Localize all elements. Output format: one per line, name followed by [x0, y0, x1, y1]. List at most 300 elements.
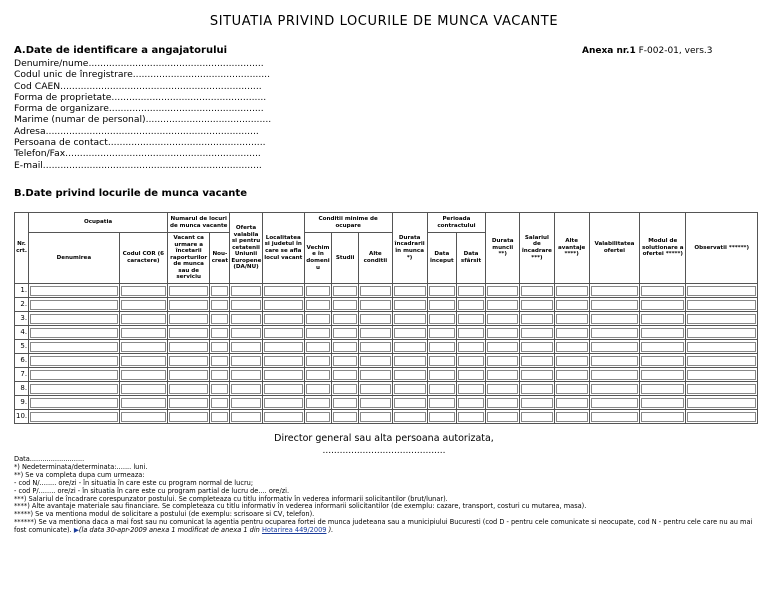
input-box[interactable]	[429, 300, 455, 310]
input-box[interactable]	[687, 342, 756, 352]
input-box[interactable]	[556, 384, 588, 394]
input-box[interactable]	[306, 342, 330, 352]
input-box[interactable]	[394, 342, 426, 352]
table-cell	[486, 326, 520, 340]
input-box[interactable]	[264, 342, 303, 352]
anexa-label: Anexa nr.1	[582, 46, 636, 56]
input-box[interactable]	[556, 328, 588, 338]
input-box[interactable]	[521, 370, 552, 380]
input-box[interactable]	[231, 384, 260, 394]
field-forma-proprietate: Forma de proprietate.....................................................	[14, 91, 267, 103]
footnote-2: **) Se va completa dupa cum urmeaza:	[14, 470, 145, 479]
input-box[interactable]	[487, 356, 518, 366]
input-box[interactable]	[264, 328, 303, 338]
input-box[interactable]	[687, 370, 756, 380]
table-cell	[589, 354, 639, 368]
table-cell	[456, 298, 485, 312]
input-box[interactable]	[458, 342, 484, 352]
table-cell	[520, 284, 554, 298]
input-box[interactable]	[264, 412, 303, 422]
input-box[interactable]	[121, 300, 166, 310]
field-email: E-mail...........................................................................	[14, 159, 262, 171]
table-cell	[210, 382, 230, 396]
footnotes	[14, 456, 760, 535]
input-box[interactable]	[231, 286, 260, 296]
header-salariul: Salariul de încadrare ***)	[520, 213, 554, 284]
input-box[interactable]	[429, 398, 455, 408]
input-box[interactable]	[30, 370, 118, 380]
input-box[interactable]	[169, 412, 208, 422]
input-box[interactable]	[687, 412, 756, 422]
table-cell	[589, 312, 639, 326]
input-box[interactable]	[333, 300, 357, 310]
input-box[interactable]	[487, 398, 518, 408]
input-box[interactable]	[264, 370, 303, 380]
header-oferta-ue: Oferta valabila si pentru cetatenii Uniunii Europene (DA/NU)	[230, 213, 262, 284]
input-box[interactable]	[121, 370, 166, 380]
input-box[interactable]	[211, 300, 228, 310]
input-box[interactable]	[360, 300, 390, 310]
input-box[interactable]	[264, 300, 303, 310]
input-box[interactable]	[121, 286, 166, 296]
input-box[interactable]	[591, 412, 638, 422]
table-cell	[520, 396, 554, 410]
table-cell	[686, 284, 758, 298]
input-box[interactable]	[306, 356, 330, 366]
input-box[interactable]	[360, 356, 390, 366]
input-box[interactable]	[121, 328, 166, 338]
table-cell	[589, 284, 639, 298]
input-box[interactable]	[458, 300, 484, 310]
table-cell	[304, 312, 331, 326]
table-cell	[262, 368, 304, 382]
input-box[interactable]	[641, 286, 684, 296]
table-cell	[392, 326, 427, 340]
input-box[interactable]	[264, 314, 303, 324]
input-box[interactable]	[556, 300, 588, 310]
input-box[interactable]	[487, 300, 518, 310]
table-cell	[359, 312, 392, 326]
input-box[interactable]	[591, 342, 638, 352]
input-box[interactable]	[429, 384, 455, 394]
input-box[interactable]	[458, 286, 484, 296]
input-box[interactable]	[306, 412, 330, 422]
input-box[interactable]	[360, 286, 390, 296]
input-box[interactable]	[306, 370, 330, 380]
input-box[interactable]	[333, 412, 357, 422]
input-box[interactable]	[687, 356, 756, 366]
input-box[interactable]	[30, 412, 118, 422]
input-box[interactable]	[458, 356, 484, 366]
input-box[interactable]	[30, 398, 118, 408]
input-box[interactable]	[121, 314, 166, 324]
input-box[interactable]	[360, 384, 390, 394]
row-number: 6.	[15, 354, 29, 368]
input-box[interactable]	[687, 300, 756, 310]
input-box[interactable]	[211, 370, 228, 380]
header-valabilitatea: Valabilitatea ofertei	[589, 213, 639, 284]
input-box[interactable]	[30, 286, 118, 296]
input-box[interactable]	[360, 398, 390, 408]
input-box[interactable]	[211, 286, 228, 296]
input-box[interactable]	[211, 356, 228, 366]
table-cell	[427, 340, 456, 354]
input-box[interactable]	[487, 286, 518, 296]
input-box[interactable]	[394, 286, 426, 296]
input-box[interactable]	[521, 342, 552, 352]
table-cell	[392, 340, 427, 354]
input-box[interactable]	[641, 398, 684, 408]
input-box[interactable]	[30, 328, 118, 338]
input-box[interactable]	[211, 342, 228, 352]
table-cell	[210, 340, 230, 354]
input-box[interactable]	[333, 370, 357, 380]
table-cell	[168, 354, 210, 368]
input-box[interactable]	[306, 328, 330, 338]
input-box[interactable]	[591, 370, 638, 380]
input-box[interactable]	[521, 286, 552, 296]
input-box[interactable]	[169, 384, 208, 394]
input-box[interactable]	[231, 300, 260, 310]
input-box[interactable]	[333, 384, 357, 394]
input-box[interactable]	[591, 314, 638, 324]
input-box[interactable]	[169, 398, 208, 408]
input-box[interactable]	[169, 342, 208, 352]
row-number: 3.	[15, 312, 29, 326]
input-box[interactable]	[264, 356, 303, 366]
input-box[interactable]	[556, 398, 588, 408]
input-box[interactable]	[556, 342, 588, 352]
input-box[interactable]	[264, 286, 303, 296]
table-cell	[119, 326, 167, 340]
input-box[interactable]	[30, 384, 118, 394]
table-cell	[554, 312, 589, 326]
input-box[interactable]	[121, 342, 166, 352]
table-cell	[640, 340, 686, 354]
input-box[interactable]	[641, 370, 684, 380]
input-box[interactable]	[641, 300, 684, 310]
input-box[interactable]	[306, 286, 330, 296]
input-box[interactable]	[458, 398, 484, 408]
table-row	[15, 354, 758, 368]
input-box[interactable]	[169, 356, 208, 366]
table-cell	[262, 312, 304, 326]
input-box[interactable]	[231, 328, 260, 338]
input-box[interactable]	[169, 328, 208, 338]
table-cell	[230, 368, 262, 382]
input-box[interactable]	[487, 370, 518, 380]
input-box[interactable]	[556, 370, 588, 380]
header-perioada-contractului: Perioada contractului	[427, 213, 485, 233]
input-box[interactable]	[211, 384, 228, 394]
input-box[interactable]	[360, 412, 390, 422]
input-box[interactable]	[333, 342, 357, 352]
table-cell	[304, 354, 331, 368]
input-box[interactable]	[306, 384, 330, 394]
table-cell	[640, 312, 686, 326]
table-cell	[119, 396, 167, 410]
table-cell	[230, 312, 262, 326]
input-box[interactable]	[641, 356, 684, 366]
field-cod-unic: Codul unic de înregistrare...............................................	[14, 69, 271, 81]
input-box[interactable]	[211, 314, 228, 324]
input-box[interactable]	[687, 314, 756, 324]
input-box[interactable]	[360, 370, 390, 380]
input-box[interactable]	[333, 314, 357, 324]
input-box[interactable]	[394, 356, 426, 366]
field-cod-caen: Cod CAEN.....................................................................	[14, 80, 262, 92]
table-cell	[332, 410, 359, 424]
table-cell	[29, 298, 120, 312]
input-box[interactable]	[641, 384, 684, 394]
table-cell	[29, 410, 120, 424]
header-durata-muncii: Durata muncii **)	[486, 213, 520, 284]
footnote-6	[14, 519, 760, 535]
table-cell	[520, 354, 554, 368]
input-box[interactable]	[458, 328, 484, 338]
table-cell	[427, 382, 456, 396]
table-cell	[29, 396, 120, 410]
header-alte-conditii: Alte conditii	[359, 233, 392, 284]
input-box[interactable]	[360, 342, 390, 352]
input-box[interactable]	[591, 398, 638, 408]
input-box[interactable]	[521, 328, 552, 338]
table-row	[15, 410, 758, 424]
field-denumire: Denumire/nume............................................................	[14, 58, 264, 69]
input-box[interactable]	[429, 370, 455, 380]
table-cell	[304, 340, 331, 354]
table-cell	[29, 368, 120, 382]
input-box[interactable]	[30, 342, 118, 352]
row-number: 5.	[15, 340, 29, 354]
table-cell	[686, 354, 758, 368]
input-box[interactable]	[231, 370, 260, 380]
table-row	[15, 298, 758, 312]
input-box[interactable]	[556, 412, 588, 422]
input-box[interactable]	[487, 328, 518, 338]
table-cell	[427, 410, 456, 424]
input-box[interactable]	[458, 384, 484, 394]
table-cell	[168, 340, 210, 354]
input-box[interactable]	[429, 342, 455, 352]
input-box[interactable]	[521, 398, 552, 408]
input-box[interactable]	[687, 286, 756, 296]
input-box[interactable]	[333, 286, 357, 296]
header-data-inceput: Data început	[427, 233, 456, 284]
table-cell	[456, 410, 485, 424]
input-box[interactable]	[429, 328, 455, 338]
table-cell	[589, 396, 639, 410]
input-box[interactable]	[394, 314, 426, 324]
input-box[interactable]	[687, 398, 756, 408]
input-box[interactable]	[211, 412, 228, 422]
input-box[interactable]	[231, 342, 260, 352]
section-a-heading: A.Date de identificare a angajatorului	[14, 45, 228, 56]
table-cell	[304, 382, 331, 396]
input-box[interactable]	[521, 356, 552, 366]
table-row	[15, 382, 758, 396]
input-box[interactable]	[591, 328, 638, 338]
table-row	[15, 312, 758, 326]
table-row	[15, 326, 758, 340]
table-cell	[589, 298, 639, 312]
input-box[interactable]	[687, 384, 756, 394]
input-box[interactable]	[394, 384, 426, 394]
input-box[interactable]	[591, 384, 638, 394]
table-row	[15, 368, 758, 382]
table-cell	[119, 410, 167, 424]
input-box[interactable]	[394, 412, 426, 422]
table-cell	[686, 410, 758, 424]
row-number: 4.	[15, 326, 29, 340]
input-box[interactable]	[641, 328, 684, 338]
input-box[interactable]	[458, 370, 484, 380]
table-cell	[520, 312, 554, 326]
row-number: 8.	[15, 382, 29, 396]
table-cell	[359, 298, 392, 312]
input-box[interactable]	[394, 370, 426, 380]
table-cell	[486, 284, 520, 298]
input-box[interactable]	[487, 314, 518, 324]
table-cell	[262, 326, 304, 340]
input-box[interactable]	[458, 412, 484, 422]
input-box[interactable]	[306, 300, 330, 310]
input-box[interactable]	[521, 384, 552, 394]
table-cell	[230, 326, 262, 340]
input-box[interactable]	[429, 286, 455, 296]
input-box[interactable]	[487, 342, 518, 352]
input-box[interactable]	[30, 300, 118, 310]
field-marime: Marime (numar de personal)...........................................	[14, 114, 272, 126]
input-box[interactable]	[333, 356, 357, 366]
input-box[interactable]	[169, 286, 208, 296]
input-box[interactable]	[521, 314, 552, 324]
table-cell	[554, 368, 589, 382]
input-box[interactable]	[591, 356, 638, 366]
table-cell	[210, 312, 230, 326]
input-box[interactable]	[231, 412, 260, 422]
input-box[interactable]	[30, 356, 118, 366]
table-cell	[359, 284, 392, 298]
row-number: 1.	[15, 284, 29, 298]
table-cell	[554, 298, 589, 312]
table-cell	[554, 326, 589, 340]
input-box[interactable]	[429, 356, 455, 366]
input-box[interactable]	[264, 398, 303, 408]
input-box[interactable]	[429, 412, 455, 422]
table-cell	[332, 368, 359, 382]
input-box[interactable]	[169, 300, 208, 310]
header-conditii-minime: Conditii minime de ocupare	[304, 213, 392, 233]
footnote-1: *) Nedeterminata/determinata:....... luni.	[14, 462, 148, 471]
input-box[interactable]	[121, 412, 166, 422]
table-cell	[392, 368, 427, 382]
table-cell	[640, 354, 686, 368]
input-box[interactable]	[360, 328, 390, 338]
field-adresa: Adresa.........................................................................	[14, 125, 259, 137]
table-cell	[168, 396, 210, 410]
input-box[interactable]	[394, 328, 426, 338]
table-cell	[520, 326, 554, 340]
input-box[interactable]	[687, 328, 756, 338]
input-box[interactable]	[211, 328, 228, 338]
table-cell	[486, 382, 520, 396]
table-cell	[304, 396, 331, 410]
table-cell	[230, 382, 262, 396]
header-nou-creat: Nou-creat	[210, 233, 230, 284]
table-cell	[262, 340, 304, 354]
input-box[interactable]	[641, 314, 684, 324]
table-cell	[427, 298, 456, 312]
document-title: SITUATIA PRIVIND LOCURILE DE MUNCA VACANTE	[209, 14, 559, 29]
input-box[interactable]	[556, 356, 588, 366]
input-box[interactable]	[521, 412, 552, 422]
input-box[interactable]	[30, 314, 118, 324]
header-data-sfarsit: Data sfârsit	[456, 233, 485, 284]
table-cell	[427, 368, 456, 382]
table-cell	[554, 354, 589, 368]
input-box[interactable]	[333, 398, 357, 408]
input-box[interactable]	[333, 328, 357, 338]
input-box[interactable]	[211, 398, 228, 408]
input-box[interactable]	[121, 398, 166, 408]
input-box[interactable]	[521, 300, 552, 310]
input-box[interactable]	[591, 286, 638, 296]
table-cell	[29, 284, 120, 298]
table-cell	[230, 410, 262, 424]
input-box[interactable]	[306, 314, 330, 324]
header-studii: Studii	[332, 233, 359, 284]
input-box[interactable]	[121, 384, 166, 394]
hotarire-link[interactable]: Hotarirea 449/2009	[261, 526, 327, 535]
table-cell	[168, 284, 210, 298]
table-cell	[640, 410, 686, 424]
input-box[interactable]	[458, 314, 484, 324]
table-cell	[520, 410, 554, 424]
input-box[interactable]	[394, 398, 426, 408]
table-cell	[456, 396, 485, 410]
input-box[interactable]	[556, 314, 588, 324]
input-box[interactable]	[641, 342, 684, 352]
input-box[interactable]	[231, 398, 260, 408]
table-cell	[168, 368, 210, 382]
input-box[interactable]	[360, 314, 390, 324]
input-box[interactable]	[429, 314, 455, 324]
input-box[interactable]	[487, 384, 518, 394]
input-box[interactable]	[169, 370, 208, 380]
table-cell	[486, 368, 520, 382]
table-cell	[686, 298, 758, 312]
input-box[interactable]	[231, 356, 260, 366]
input-box[interactable]	[394, 300, 426, 310]
input-box[interactable]	[169, 314, 208, 324]
input-box[interactable]	[641, 412, 684, 422]
input-box[interactable]	[306, 398, 330, 408]
table-cell	[29, 340, 120, 354]
input-box[interactable]	[264, 384, 303, 394]
input-box[interactable]	[231, 314, 260, 324]
input-box[interactable]	[556, 286, 588, 296]
table-cell	[589, 368, 639, 382]
table-cell	[589, 382, 639, 396]
table-cell	[427, 312, 456, 326]
signature-line: ...........................................	[322, 446, 446, 456]
table-cell	[332, 312, 359, 326]
input-box[interactable]	[121, 356, 166, 366]
table-cell	[686, 368, 758, 382]
input-box[interactable]	[487, 412, 518, 422]
input-box[interactable]	[591, 300, 638, 310]
